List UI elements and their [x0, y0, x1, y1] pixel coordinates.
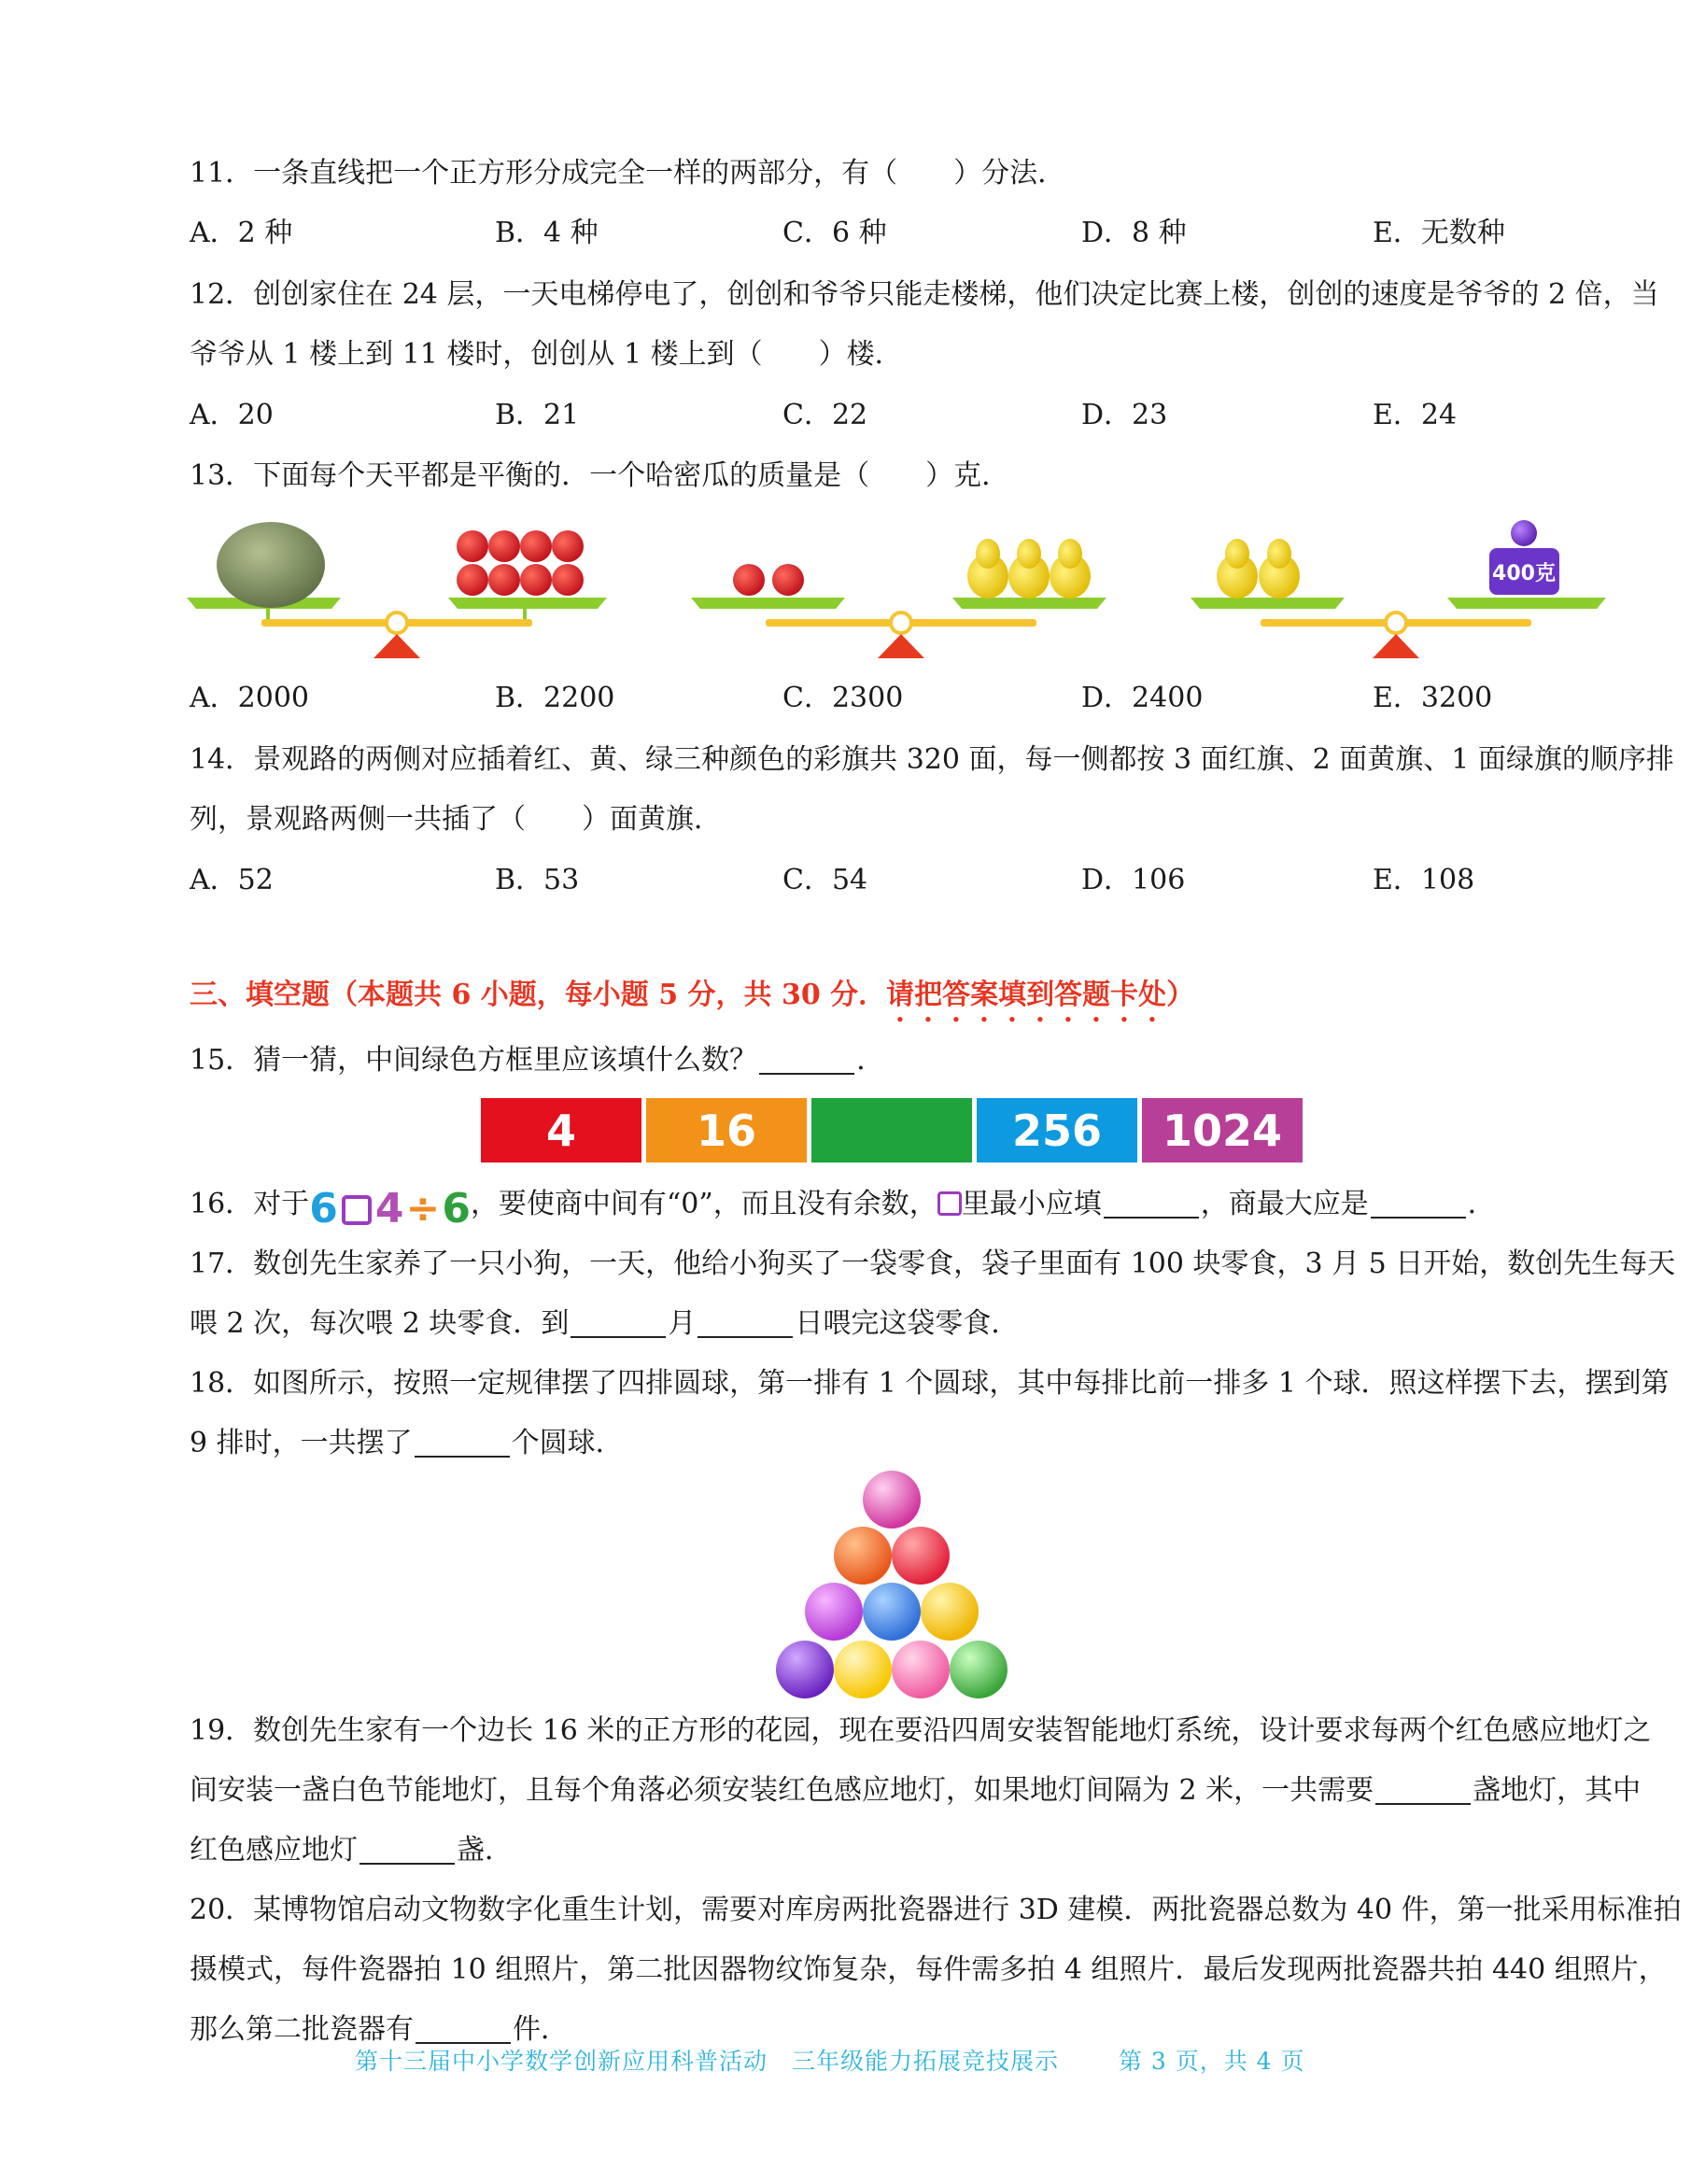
- q13-option-c: C．2300: [782, 682, 904, 714]
- q20-line3: 那么第二批瓷器有 件．: [190, 2013, 569, 2046]
- q14-line1: 14．景观路的两侧对应插着红、黄、绿三种颜色的彩旗共 320 面，每一侧都按 3 面红旗、2 面黄旗、1 面绿旗的顺序排: [190, 743, 1674, 776]
- q12-option-c: C．22: [782, 399, 868, 431]
- answer-blank[interactable]: [359, 1835, 455, 1865]
- page-number: 第 3 页，共 4 页: [1118, 2048, 1305, 2075]
- answer-blank[interactable]: [415, 1428, 510, 1458]
- balance-scale-1: [187, 522, 607, 658]
- ball-icon: [834, 1527, 892, 1585]
- answer-blank[interactable]: [416, 2014, 511, 2044]
- ball-icon: [892, 1527, 950, 1585]
- q13-option-a: A．2000: [190, 682, 310, 714]
- q13-option-b: B．2200: [495, 682, 615, 714]
- q17-line1: 17．数创先生家养了一只小狗，一天，他给小狗买了一袋零食，袋子里面有 100 块零食，3 月 5 日开始，数创先生每天: [190, 1247, 1676, 1280]
- q11-option-b: B．4 种: [495, 217, 599, 249]
- division-expression: 6 4÷6: [309, 1185, 471, 1233]
- q12-option-b: B．21: [495, 399, 580, 431]
- melon-icon: [217, 522, 325, 608]
- q12-line1: 12．创创家住在 24 层，一天电梯停电了，创创和爷爷只能走楼梯，他们决定比赛上楼，创创的速度是爷爷的 2 倍，当: [190, 278, 1659, 311]
- balance-scale-2: [691, 539, 1106, 658]
- q17-line2: 喂 2 次，每次喂 2 块零食．到 月 日喂完这袋零食．: [190, 1307, 1020, 1340]
- q12-line2: 爷爷从 1 楼上到 11 楼时，创创从 1 楼上到（ ）楼．: [190, 338, 903, 371]
- number-box-2: 16: [646, 1098, 807, 1162]
- q11-option-e: E．无数种: [1373, 217, 1505, 249]
- q14-option-e: E．108: [1373, 864, 1475, 896]
- q13-option-e: E．3200: [1373, 682, 1493, 714]
- pears-icon: [967, 539, 1091, 599]
- answer-blank[interactable]: [759, 1045, 854, 1075]
- ball-icon: [863, 1471, 921, 1529]
- ball-icon: [805, 1583, 863, 1641]
- q13-text: 13．下面每个天平都是平衡的．一个哈密瓜的质量是（ ）克．: [190, 459, 1010, 492]
- q14-line2: 列，景观路两侧一共插了（ ）面黄旗．: [190, 803, 722, 836]
- ball-icon: [834, 1641, 892, 1698]
- q18-line1: 18．如图所示，按照一定规律摆了四排圆球，第一排有 1 个圆球，其中每排比前一排多 1 个球．照这样摆下去，摆到第: [190, 1367, 1670, 1400]
- answer-blank[interactable]: [571, 1308, 666, 1338]
- balance-scales-figure: [187, 518, 1606, 663]
- answer-blank[interactable]: [1104, 1189, 1199, 1219]
- ball-icon: [892, 1641, 950, 1698]
- q20-line1: 20．某博物馆启动文物数字化重生计划，需要对库房两批瓷器进行 3D 建模．两批瓷器总数为 40 件，第一批采用标准拍: [190, 1894, 1682, 1926]
- weight-label: 400克: [1492, 562, 1556, 585]
- q14-option-c: C．54: [782, 864, 868, 896]
- q12-option-a: A．20: [190, 399, 274, 431]
- apples-icon: [733, 564, 804, 596]
- empty-square-box: [342, 1195, 372, 1225]
- number-box-5: 1024: [1142, 1098, 1303, 1162]
- footer-title: 第十三届中小学数学创新应用科普活动 三年级能力拓展竞技展示: [355, 2048, 1060, 2075]
- square-box-icon: [937, 1191, 962, 1216]
- weight-icon: [1489, 520, 1559, 595]
- q16-text: 16．对于6 4÷6，要使商中间有“0”，而且没有余数， 里最小应填 ，商最大应是 ．: [190, 1185, 1496, 1233]
- number-box-1: 4: [481, 1098, 641, 1162]
- q13-option-d: D．2400: [1081, 682, 1204, 714]
- q19-line3: 红色感应地灯 盏．: [190, 1834, 513, 1867]
- section-title: 三、填空题（本题共 6 小题，每小题 5 分，共 30 分．请把答案填到答题卡处）: [190, 979, 1195, 1011]
- q18-line2: 9 排时，一共摆了 个圆球．: [190, 1427, 624, 1459]
- ball-icon: [776, 1641, 834, 1698]
- answer-blank[interactable]: [1375, 1775, 1471, 1805]
- ball-icon: [950, 1641, 1008, 1698]
- q14-option-b: B．53: [495, 864, 580, 896]
- ball-icon: [921, 1583, 979, 1641]
- ball-pyramid-figure: [766, 1470, 1018, 1705]
- q12-option-e: E．24: [1373, 399, 1458, 431]
- q12-option-d: D．23: [1081, 399, 1168, 431]
- page-footer: [355, 2043, 1305, 2077]
- q19-line2: 间安装一盏白色节能地灯，且每个角落必须安装红色感应地灯，如果地灯间隔为 2 米，一共需要 盏地灯，其中: [190, 1774, 1642, 1807]
- q19-line1: 19．数创先生家有一个边长 16 米的正方形的花园，现在要沿四周安装智能地灯系统，设计要求每两个红色感应地灯之: [190, 1714, 1652, 1747]
- q11-text: 11．一条直线把一个正方形分成完全一样的两部分，有（ ）分法．: [190, 157, 1066, 190]
- q11-option-a: A．2 种: [190, 217, 293, 249]
- number-box-3-green-blank: [811, 1098, 972, 1162]
- q11-option-d: D．8 种: [1081, 217, 1187, 249]
- answer-blank[interactable]: [1371, 1189, 1466, 1219]
- q15-text: 15．猜一猜，中间绿色方框里应该填什么数？ ．: [190, 1044, 885, 1077]
- q14-option-a: A．52: [190, 864, 274, 896]
- q20-line2: 摄模式，每件瓷器拍 10 组照片，第二批因器物纹饰复杂，每件需多拍 4 组照片．最后发现两批瓷器共拍 440 组照片，: [190, 1953, 1667, 1986]
- pears-icon: [1217, 539, 1300, 599]
- apples-icon: [457, 530, 584, 596]
- ball-icon: [863, 1583, 921, 1641]
- q11-option-c: C．6 种: [782, 217, 887, 249]
- answer-blank[interactable]: [698, 1308, 793, 1338]
- q14-option-d: D．106: [1081, 864, 1186, 896]
- number-box-4: 256: [977, 1098, 1137, 1162]
- balance-scale-3: [1191, 520, 1606, 658]
